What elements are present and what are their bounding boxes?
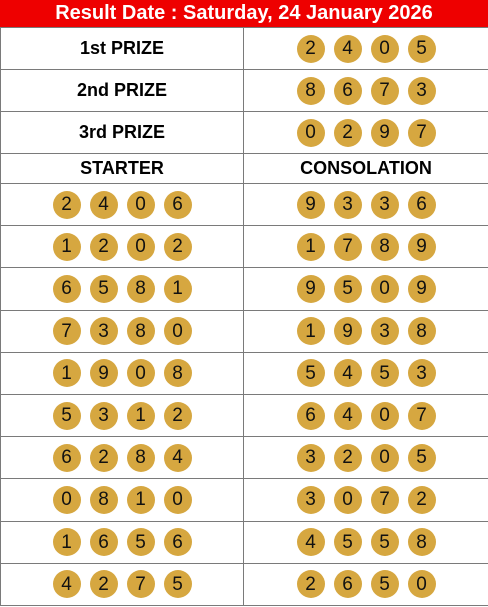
number-ball: 4 xyxy=(53,570,81,598)
prize-label: 1st PRIZE xyxy=(1,28,244,70)
consolation-cell xyxy=(244,184,488,226)
number-ball: 1 xyxy=(53,528,81,556)
prize-number-cell xyxy=(244,70,488,112)
number-ball: 4 xyxy=(334,35,362,63)
number-ball: 4 xyxy=(164,444,192,472)
number-ball: 0 xyxy=(371,275,399,303)
starter-number xyxy=(1,402,243,430)
number-ball: 4 xyxy=(297,528,325,556)
starter-number xyxy=(1,275,243,303)
number-ball: 9 xyxy=(408,275,436,303)
prize-label: 3rd PRIZE xyxy=(1,112,244,154)
number-ball: 0 xyxy=(164,317,192,345)
number-ball: 9 xyxy=(297,275,325,303)
number-ball: 5 xyxy=(371,528,399,556)
table-row xyxy=(1,394,488,436)
number-ball: 8 xyxy=(127,275,155,303)
starter-cell xyxy=(1,479,244,521)
consolation-number xyxy=(244,528,488,556)
consolation-cell xyxy=(244,437,488,479)
table-row xyxy=(1,437,488,479)
starter-cell xyxy=(1,268,244,310)
number-ball: 0 xyxy=(127,233,155,261)
consolation-cell xyxy=(244,563,488,605)
number-ball: 3 xyxy=(371,317,399,345)
prize-row xyxy=(1,28,488,70)
number-ball: 0 xyxy=(371,444,399,472)
consolation-number xyxy=(244,402,488,430)
number-ball: 7 xyxy=(371,77,399,105)
starter-number xyxy=(1,317,243,345)
number-ball: 0 xyxy=(371,402,399,430)
number-ball: 5 xyxy=(408,35,436,63)
prize-number xyxy=(244,119,488,147)
number-ball: 3 xyxy=(408,77,436,105)
result-date-header: Result Date : Saturday, 24 January 2026 xyxy=(0,0,488,27)
number-ball: 0 xyxy=(297,119,325,147)
starter-number xyxy=(1,570,243,598)
number-ball: 4 xyxy=(334,359,362,387)
number-ball: 0 xyxy=(408,570,436,598)
number-ball: 0 xyxy=(164,486,192,514)
number-ball: 2 xyxy=(53,191,81,219)
table-row xyxy=(1,310,488,352)
number-ball: 6 xyxy=(53,275,81,303)
consolation-cell xyxy=(244,226,488,268)
number-ball: 7 xyxy=(127,570,155,598)
prize-label: 2nd PRIZE xyxy=(1,70,244,112)
number-ball: 7 xyxy=(408,402,436,430)
number-ball: 7 xyxy=(408,119,436,147)
number-ball: 9 xyxy=(408,233,436,261)
number-ball: 2 xyxy=(90,444,118,472)
starter-number xyxy=(1,486,243,514)
number-ball: 5 xyxy=(127,528,155,556)
number-ball: 6 xyxy=(164,528,192,556)
number-ball: 2 xyxy=(297,570,325,598)
number-ball: 6 xyxy=(90,528,118,556)
number-ball: 5 xyxy=(371,359,399,387)
starter-cell xyxy=(1,352,244,394)
consolation-cell xyxy=(244,268,488,310)
number-ball: 7 xyxy=(371,486,399,514)
consolation-cell xyxy=(244,479,488,521)
number-ball: 8 xyxy=(371,233,399,261)
number-ball: 3 xyxy=(297,444,325,472)
starter-cell xyxy=(1,394,244,436)
number-ball: 1 xyxy=(297,233,325,261)
number-ball: 1 xyxy=(53,233,81,261)
prize-number-cell xyxy=(244,28,488,70)
number-ball: 1 xyxy=(53,359,81,387)
number-ball: 6 xyxy=(408,191,436,219)
consolation-number xyxy=(244,359,488,387)
number-ball: 0 xyxy=(127,359,155,387)
number-ball: 5 xyxy=(371,570,399,598)
consolation-number xyxy=(244,317,488,345)
consolation-cell xyxy=(244,394,488,436)
number-ball: 0 xyxy=(53,486,81,514)
consolation-number xyxy=(244,486,488,514)
consolation-number xyxy=(244,570,488,598)
table-row xyxy=(1,563,488,605)
number-ball: 2 xyxy=(164,402,192,430)
consolation-number xyxy=(244,444,488,472)
number-ball: 5 xyxy=(164,570,192,598)
starter-cell xyxy=(1,310,244,352)
number-ball: 8 xyxy=(408,317,436,345)
number-ball: 9 xyxy=(371,119,399,147)
number-ball: 0 xyxy=(371,35,399,63)
number-ball: 4 xyxy=(90,191,118,219)
number-ball: 2 xyxy=(334,119,362,147)
number-ball: 0 xyxy=(334,486,362,514)
results-table-body xyxy=(1,28,488,606)
number-ball: 7 xyxy=(334,233,362,261)
prize-number xyxy=(244,77,488,105)
number-ball: 9 xyxy=(90,359,118,387)
consolation-number xyxy=(244,233,488,261)
number-ball: 8 xyxy=(127,444,155,472)
number-ball: 3 xyxy=(334,191,362,219)
number-ball: 6 xyxy=(53,444,81,472)
number-ball: 1 xyxy=(127,402,155,430)
table-row xyxy=(1,352,488,394)
results-table xyxy=(0,27,488,606)
starter-heading: STARTER xyxy=(1,154,244,184)
starter-number xyxy=(1,191,243,219)
starter-cell xyxy=(1,226,244,268)
number-ball: 8 xyxy=(297,77,325,105)
starter-cell xyxy=(1,521,244,563)
number-ball: 3 xyxy=(297,486,325,514)
number-ball: 2 xyxy=(90,233,118,261)
number-ball: 2 xyxy=(408,486,436,514)
number-ball: 7 xyxy=(53,317,81,345)
consolation-cell xyxy=(244,352,488,394)
number-ball: 5 xyxy=(408,444,436,472)
number-ball: 3 xyxy=(408,359,436,387)
number-ball: 3 xyxy=(90,317,118,345)
number-ball: 1 xyxy=(164,275,192,303)
table-row xyxy=(1,184,488,226)
table-row xyxy=(1,268,488,310)
starter-cell xyxy=(1,184,244,226)
prize-number-cell xyxy=(244,112,488,154)
number-ball: 0 xyxy=(127,191,155,219)
prize-row xyxy=(1,112,488,154)
number-ball: 2 xyxy=(334,444,362,472)
number-ball: 5 xyxy=(334,275,362,303)
number-ball: 6 xyxy=(334,77,362,105)
number-ball: 9 xyxy=(334,317,362,345)
consolation-cell xyxy=(244,521,488,563)
starter-number xyxy=(1,359,243,387)
table-row xyxy=(1,521,488,563)
number-ball: 5 xyxy=(297,359,325,387)
number-ball: 8 xyxy=(90,486,118,514)
consolation-heading: CONSOLATION xyxy=(244,154,488,184)
starter-number xyxy=(1,528,243,556)
number-ball: 2 xyxy=(90,570,118,598)
number-ball: 5 xyxy=(90,275,118,303)
starter-number xyxy=(1,444,243,472)
consolation-number xyxy=(244,275,488,303)
section-header-row xyxy=(1,154,488,184)
number-ball: 2 xyxy=(164,233,192,261)
number-ball: 8 xyxy=(127,317,155,345)
consolation-number xyxy=(244,191,488,219)
starter-cell xyxy=(1,563,244,605)
number-ball: 8 xyxy=(408,528,436,556)
number-ball: 2 xyxy=(297,35,325,63)
number-ball: 6 xyxy=(334,570,362,598)
number-ball: 1 xyxy=(127,486,155,514)
prize-number xyxy=(244,35,488,63)
number-ball: 6 xyxy=(164,191,192,219)
number-ball: 8 xyxy=(164,359,192,387)
number-ball: 9 xyxy=(297,191,325,219)
table-row xyxy=(1,226,488,268)
number-ball: 5 xyxy=(53,402,81,430)
number-ball: 3 xyxy=(90,402,118,430)
starter-number xyxy=(1,233,243,261)
starter-cell xyxy=(1,437,244,479)
number-ball: 5 xyxy=(334,528,362,556)
table-row xyxy=(1,479,488,521)
number-ball: 6 xyxy=(297,402,325,430)
consolation-cell xyxy=(244,310,488,352)
number-ball: 4 xyxy=(334,402,362,430)
number-ball: 3 xyxy=(371,191,399,219)
prize-row xyxy=(1,70,488,112)
number-ball: 1 xyxy=(297,317,325,345)
